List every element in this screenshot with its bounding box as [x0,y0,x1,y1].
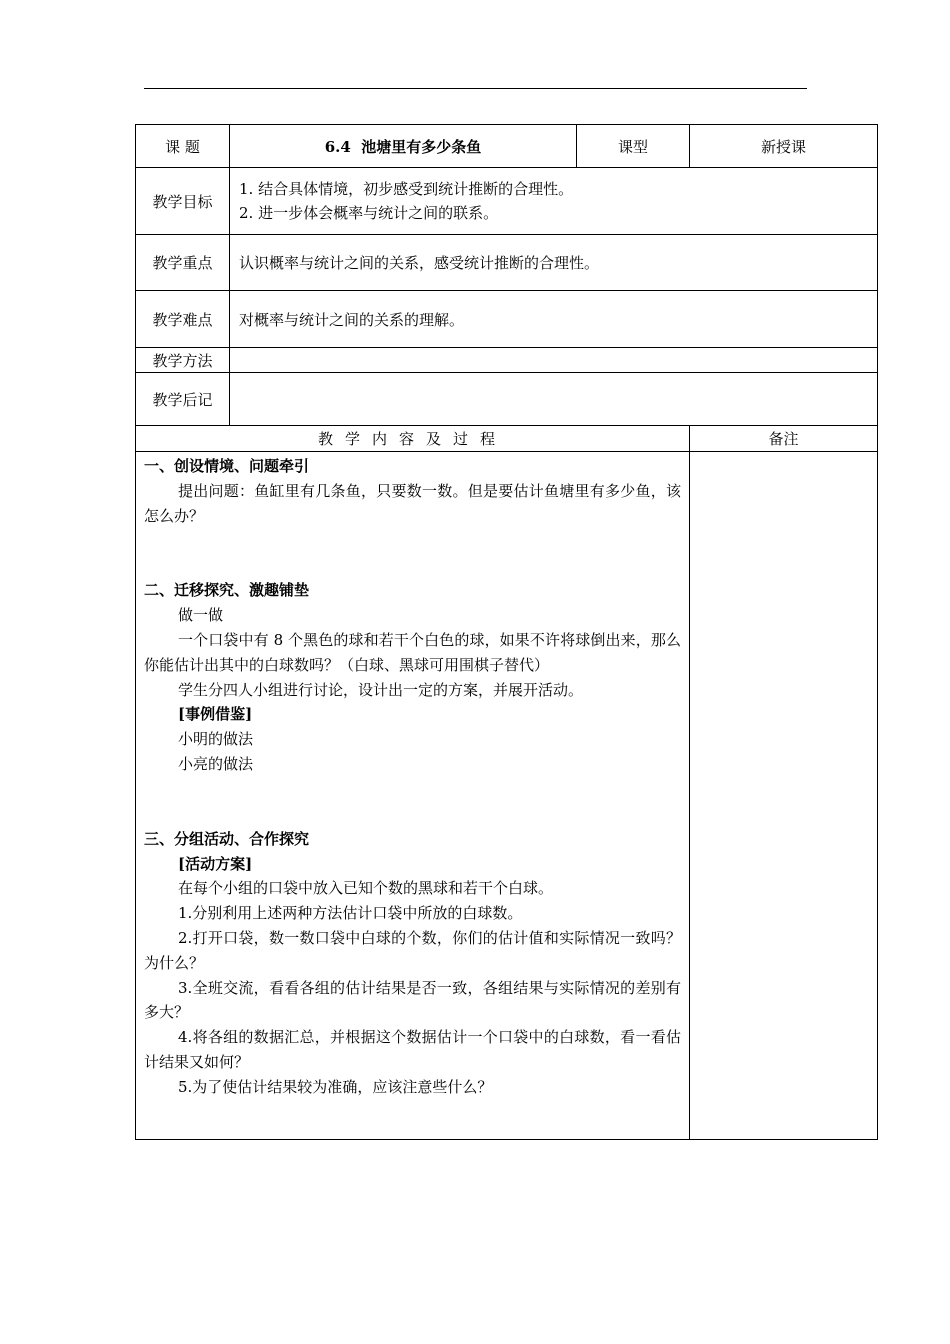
lesson-title: 6.4 池塘里有多少条鱼 [230,125,577,168]
lesson-plan-table [135,124,878,1140]
spacer [144,777,681,827]
objectives-label: 教学目标 [136,168,230,235]
difficulty-text: 对概率与统计之间的关系的理解。 [230,291,878,348]
paragraph: [活动方案] [178,854,253,873]
paragraph: 学生分四人小组进行讨论，设计出一定的方案，并展开活动。 [178,680,584,699]
paragraph: 在每个小组的口袋中放入已知个数的黑球和若干个白球。 [178,879,554,898]
process-header-label: 教学内容及过程 [136,426,690,452]
method-row [136,348,878,373]
paragraph: 4.将各组的数据汇总，并根据这个数据估计一个口袋中的白球数，看一看估计结果又如何？ [144,1028,681,1071]
paragraph: 2.打开口袋，数一数口袋中白球的个数，你们的估计值和实际情况一致吗？为什么？ [144,928,681,972]
difficulty-label: 教学难点 [136,291,230,348]
key-point-row [136,235,878,291]
section-heading: 一、创设情境、问题牵引 [144,457,310,475]
header-rule [144,88,807,89]
method-text [230,348,878,373]
paragraph: 5.为了使估计结果较为准确，应该注意些什么？ [178,1077,493,1096]
section-heading: 三、分组活动、合作探究 [144,829,310,848]
paragraph: 1.分别利用上述两种方法估计口袋中所放的白球数。 [178,904,523,923]
paragraph: 提出问题：鱼缸里有几条鱼，只要数一数。但是要估计鱼塘里有多少鱼，该怎么办？ [144,481,681,525]
difficulty-row [136,291,878,348]
title-row [136,125,878,168]
postscript-row [136,373,878,426]
method-label: 教学方法 [136,348,230,373]
type-value: 新授课 [690,125,878,168]
paragraph: 小亮的做法 [178,754,254,773]
type-label: 课型 [577,125,690,168]
process-content [136,452,690,1140]
paragraph: 一个口袋中有 8 个黑色的球和若干个白色的球，如果不许将球倒出来，那么你能估计出其中的白球数吗？（白球、黑球可用围棋子替代） [144,630,681,674]
notes-content [690,452,878,1140]
section-heading: 二、迁移探究、激趣铺垫 [144,581,310,600]
key-point-text: 认识概率与统计之间的关系，感受统计推断的合理性。 [230,235,878,291]
objective-item: 1. 结合具体情境，初步感受到统计推断的合理性。 [239,180,574,198]
process-header-row [136,426,878,452]
spacer [144,528,681,578]
postscript-label: 教学后记 [136,373,230,426]
title-label: 课 题 [136,125,230,168]
paragraph: 做一做 [178,606,224,625]
process-row [136,452,878,1140]
paragraph: 3.全班交流，看看各组的估计结果是否一致，各组结果与实际情况的差别有多大？ [144,978,681,1022]
key-point-label: 教学重点 [136,235,230,291]
objectives-cell [230,168,878,235]
objective-item: 2. 进一步体会概率与统计之间的联系。 [239,204,499,222]
objectives-row [136,168,878,235]
notes-header-label: 备注 [690,426,878,452]
postscript-text [230,373,878,426]
paragraph: [事例借鉴] [178,705,253,724]
paragraph: 小明的做法 [178,730,254,749]
